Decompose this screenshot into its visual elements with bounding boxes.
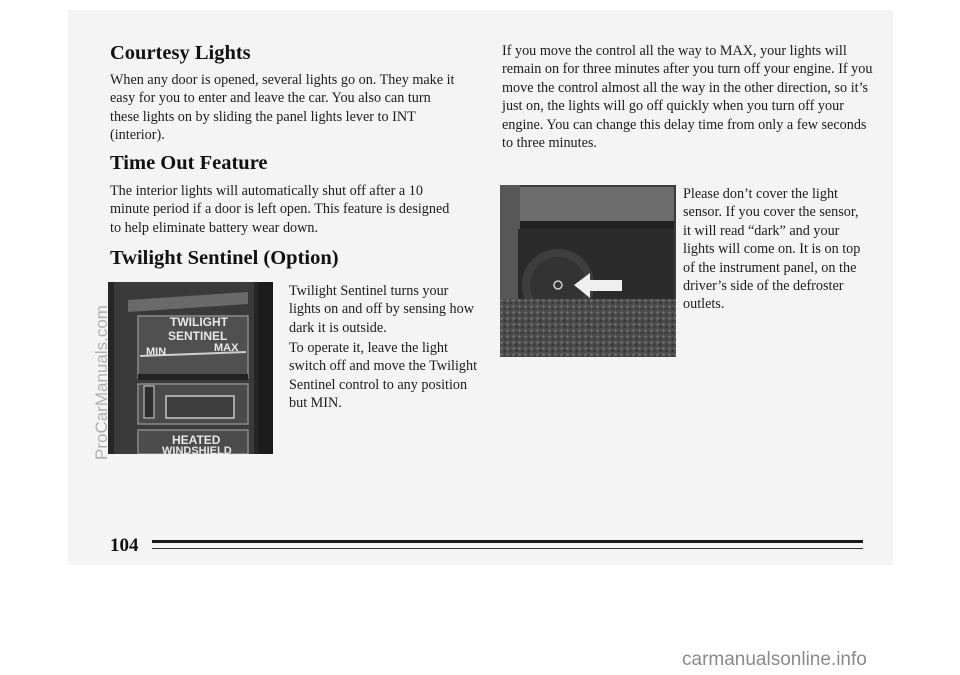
footer-rule-thick — [152, 540, 863, 543]
bottom-watermark[interactable]: carmanualsonline.info — [682, 649, 867, 670]
courtesy-lights-text: When any door is opened, several lights go on. They make it easy for you to enter and leave the car. You also can turn these lights on by sliding the panel lights lever to INT (interior). — [110, 72, 455, 144]
photo-label-windshield: WINDSHIELD — [162, 445, 232, 454]
light-sensor-photo — [500, 185, 676, 357]
photo-label-heated: HEATED — [172, 433, 221, 447]
twilight-sentinel-photo — [108, 282, 273, 454]
time-out-text: The interior lights will automatically shut off after a 10 minute period if a door is left open. This feature is designed to help eliminate battery wear down. — [110, 183, 450, 236]
photo-label-min: MIN — [146, 346, 167, 358]
twilight-sentinel-heading: Twilight Sentinel (Option) — [110, 247, 339, 269]
photo-label-max: MAX — [214, 342, 239, 354]
side-watermark: ProCarManuals.com — [92, 305, 111, 460]
delay-explanation-text: If you move the control all the way to MAX, your lights will remain on for three minutes after you turn off your engine. If you move the control almost all the way in the other direction, so it’s just on, the lights will go off quickly when you turn off your engine. You can change this delay time from only a few seconds to three minutes. — [502, 43, 873, 152]
light-sensor-text: Please don’t cover the light sensor. If you cover the sensor, it will read “dark” and your lights will come on. It is on top of the instrument panel, on the driver’s side of the defroster outlets. — [683, 186, 861, 313]
photo-label-sentinel: SENTINEL — [168, 329, 228, 343]
time-out-heading: Time Out Feature — [110, 152, 268, 174]
footer-rule-thin — [152, 548, 863, 549]
page-number: 104 — [110, 535, 139, 556]
twilight-para-2: To operate it, leave the light switch off and move the Twilight Sentinel control to any position but MIN. — [289, 340, 478, 412]
twilight-para-1: Twilight Sentinel turns your lights on and off by sensing how dark it is outside. — [289, 283, 474, 336]
courtesy-lights-heading: Courtesy Lights — [110, 42, 251, 64]
photo-label-twilight: TWILIGHT — [170, 315, 228, 329]
